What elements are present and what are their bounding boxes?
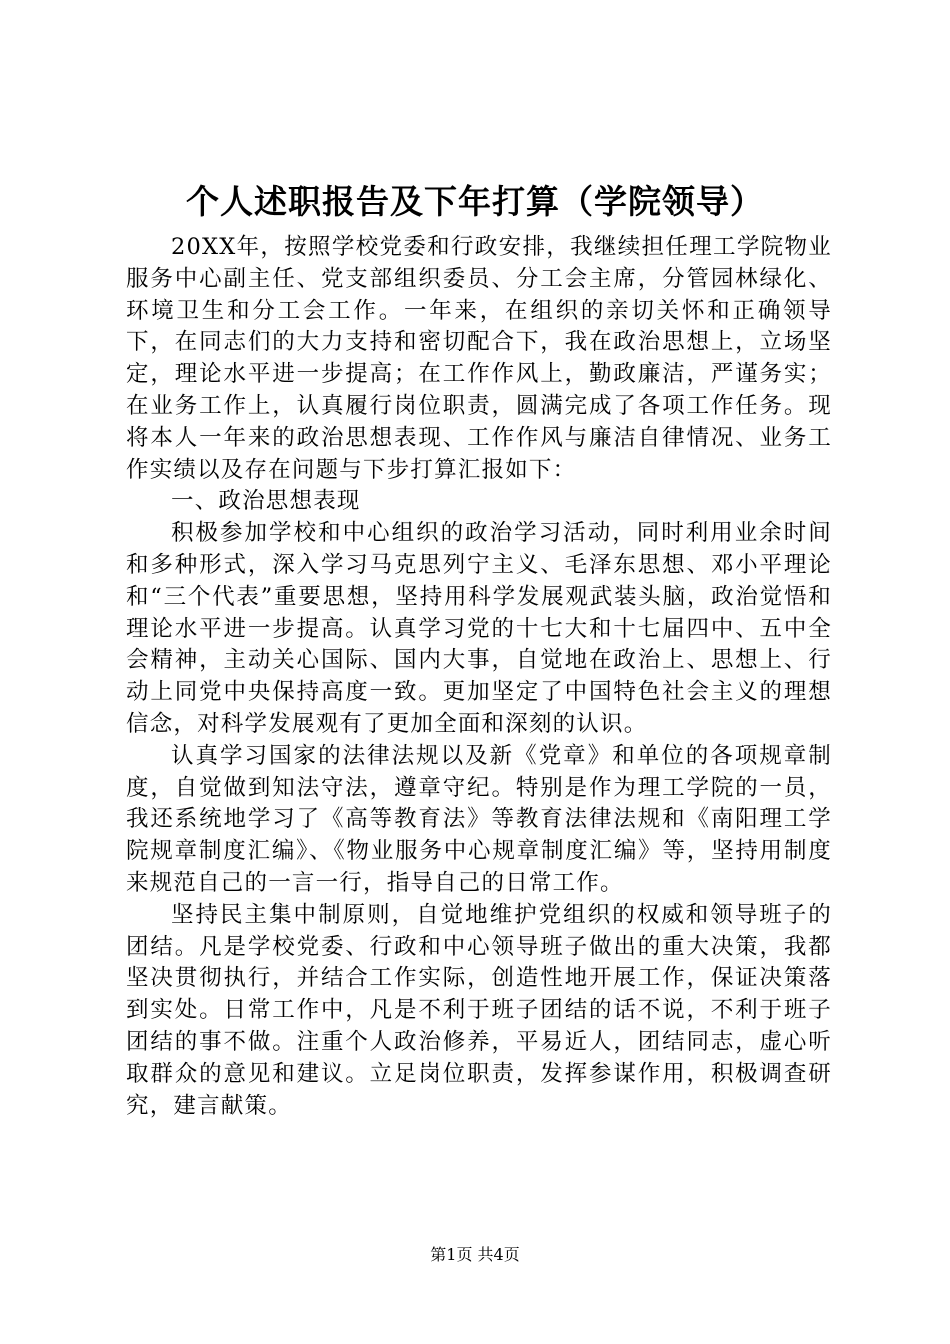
paragraph-political-study: 积极参加学校和中心组织的政治学习活动，同时利用业余时间和多种形式，深入学习马克思列宁主义、毛泽东思想、邓小平理论和“三个代表”重要思想，坚持用科学发展观武装头脑，政治觉悟和理论水平进一步提高。认真学习党的十七大和十七届四中、五中全会精神，主动关心国际、国内大事，自觉地在政治上、思想上、行动上同党中央保持高度一致。更加坚定了中国特色社会主义的理想信念，对科学发展观有了更加全面和深刻的认识。 — [126, 520, 832, 737]
page-indicator: 第1页 共4页 — [430, 1245, 520, 1264]
paragraph-law-study: 认真学习国家的法律法规以及新《党章》和单位的各项规章制度，自觉做到知法守法，遵章守纪。特别是作为理工学院的一员，我还系统地学习了《高等教育法》等教育法律法规和《南阳理工学院规章制度汇编》、《物业服务中心规章制度汇编》等，坚持用制度来规范自己的一言一行，指导自己的日常工作。 — [126, 742, 832, 896]
paragraph-intro: 20XX年，按照学校党委和行政安排，我继续担任理工学院物业服务中心副主任、党支部组织委员、分工会主席，分管园林绿化、环境卫生和分工会工作。一年来，在组织的亲切关怀和正确领导下，在同志们的大力支持和密切配合下，我在政治思想上，立场坚定，理论水平进一步提高；在工作作风上，勤政廉洁，严谨务实；在业务工作上，认真履行岗位职责，圆满完成了各项工作任务。现将本人一年来的政治思想表现、工作作风与廉洁自律情况、业务工作实绩以及存在问题与下步打算汇报如下： — [126, 234, 832, 483]
document-body — [126, 232, 832, 1122]
paragraph-democratic-centralism: 坚持民主集中制原则，自觉地维护党组织的权威和领导班子的团结。凡是学校党委、行政和中心领导班子做出的重大决策，我都坚决贯彻执行，并结合工作实际，创造性地开展工作，保证决策落到实处。日常工作中，凡是不利于班子团结的话不说，不利于班子团结的事不做。注重个人政治修养，平易近人，团结同志，虚心听取群众的意见和建议。立足岗位职责，发挥参谋作用，积极调查研究，建言献策。 — [126, 901, 832, 1119]
document-title: 个人述职报告及下年打算（学院领导） — [186, 182, 764, 221]
section-heading-political: 一、政治思想表现 — [171, 488, 361, 515]
